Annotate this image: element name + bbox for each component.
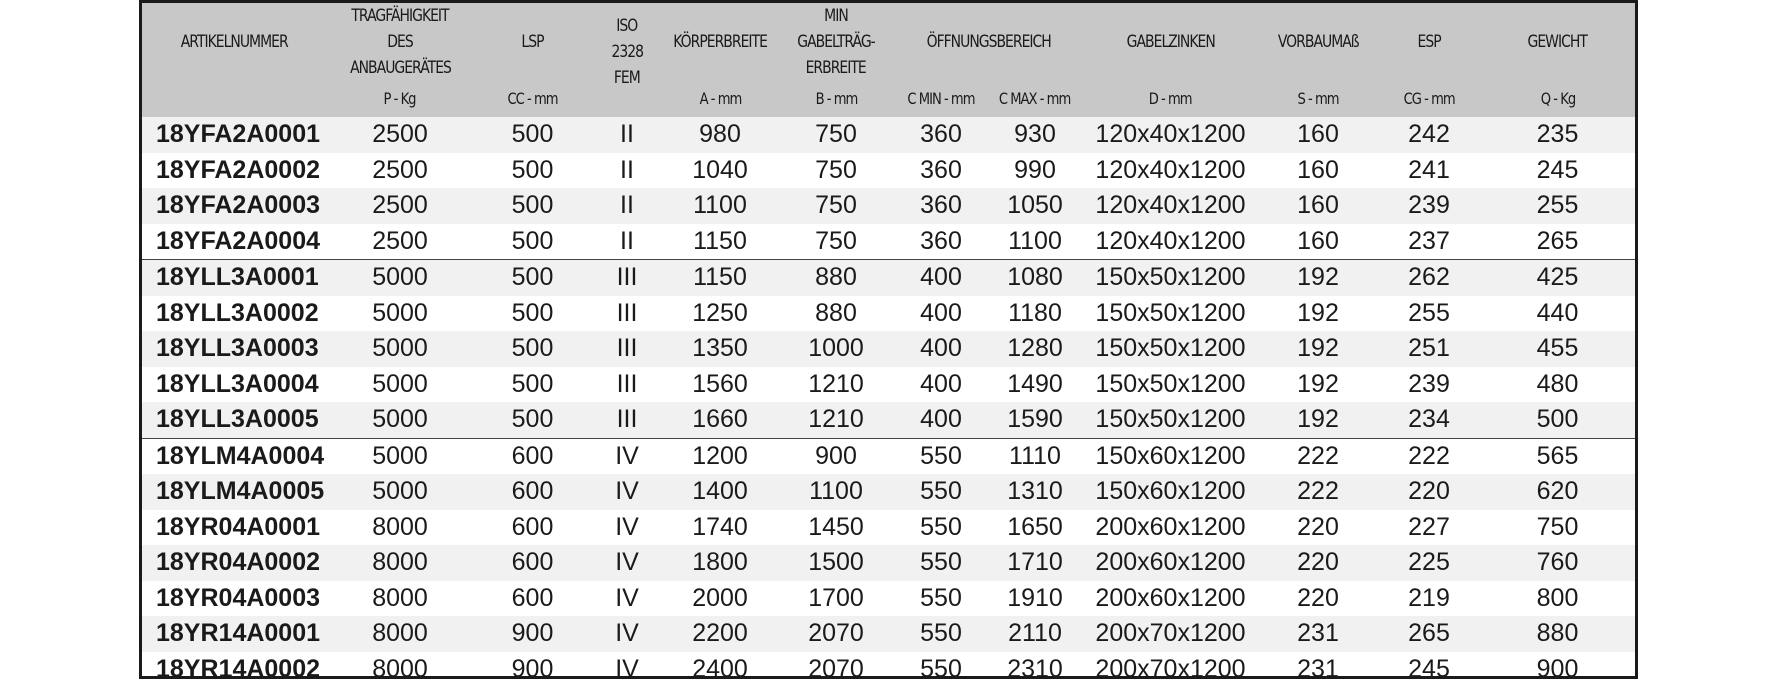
header-iso-line3: FEM (614, 68, 640, 88)
cell-gabelzinken: 150x50x1200 (1083, 367, 1258, 403)
cell-gewicht: 480 (1480, 367, 1635, 403)
cell-gabeltraeger: 1100 (777, 474, 895, 510)
cell-iso: III (591, 260, 663, 296)
cell-gabeltraeger: 900 (777, 438, 895, 474)
cell-koerperbreite: 1400 (663, 474, 777, 510)
table-row (142, 188, 1635, 224)
cell-cmin: 550 (895, 652, 987, 680)
cell-esp: 219 (1378, 581, 1480, 617)
header-row-units (142, 81, 1635, 117)
cell-gabelzinken: 150x60x1200 (1083, 438, 1258, 474)
cell-cmax: 1310 (987, 474, 1083, 510)
cell-lsp: 500 (474, 188, 591, 224)
unit-vorbaumass: S - mm (1258, 81, 1378, 117)
cell-gabelzinken: 150x50x1200 (1083, 296, 1258, 332)
cell-tragfaehigkeit: 2500 (326, 117, 474, 153)
cell-koerperbreite: 1040 (663, 153, 777, 189)
cell-iso: IV (591, 474, 663, 510)
cell-tragfaehigkeit: 5000 (326, 367, 474, 403)
cell-artikelnummer: 18YFA2A0003 (142, 188, 326, 224)
cell-koerperbreite: 1740 (663, 510, 777, 546)
header-iso-line1: ISO (616, 16, 638, 36)
cell-vorbaumass: 192 (1258, 402, 1378, 438)
cell-cmin: 400 (895, 296, 987, 332)
cell-cmin: 550 (895, 510, 987, 546)
cell-esp: 239 (1378, 188, 1480, 224)
cell-artikelnummer: 18YR14A0001 (142, 616, 326, 652)
cell-koerperbreite: 1350 (663, 331, 777, 367)
cell-cmax: 1050 (987, 188, 1083, 224)
table-row (142, 652, 1635, 680)
cell-gabelzinken: 120x40x1200 (1083, 224, 1258, 260)
cell-esp: 255 (1378, 296, 1480, 332)
cell-lsp: 900 (474, 616, 591, 652)
cell-cmin: 400 (895, 402, 987, 438)
header-koerperbreite: KÖRPERBREITE (663, 3, 777, 81)
cell-cmax: 1650 (987, 510, 1083, 546)
cell-gabeltraeger: 2070 (777, 652, 895, 680)
cell-iso: IV (591, 545, 663, 581)
cell-gewicht: 900 (1480, 652, 1635, 680)
cell-artikelnummer: 18YLL3A0004 (142, 367, 326, 403)
cell-cmax: 1590 (987, 402, 1083, 438)
cell-cmin: 550 (895, 438, 987, 474)
cell-gewicht: 565 (1480, 438, 1635, 474)
cell-vorbaumass: 220 (1258, 545, 1378, 581)
table-body (142, 117, 1635, 679)
cell-lsp: 500 (474, 331, 591, 367)
cell-iso: IV (591, 616, 663, 652)
cell-cmax: 1490 (987, 367, 1083, 403)
cell-artikelnummer: 18YLM4A0004 (142, 438, 326, 474)
cell-lsp: 900 (474, 652, 591, 680)
cell-gewicht: 255 (1480, 188, 1635, 224)
cell-iso: III (591, 331, 663, 367)
cell-esp: 225 (1378, 545, 1480, 581)
cell-artikelnummer: 18YR04A0003 (142, 581, 326, 617)
cell-artikelnummer: 18YLL3A0002 (142, 296, 326, 332)
cell-tragfaehigkeit: 5000 (326, 296, 474, 332)
cell-gabelzinken: 200x60x1200 (1083, 545, 1258, 581)
cell-artikelnummer: 18YFA2A0001 (142, 117, 326, 153)
cell-cmin: 550 (895, 581, 987, 617)
header-row-labels (142, 3, 1635, 81)
cell-cmax: 1180 (987, 296, 1083, 332)
cell-esp: 245 (1378, 652, 1480, 680)
table-row (142, 581, 1635, 617)
cell-lsp: 600 (474, 581, 591, 617)
cell-artikelnummer: 18YFA2A0004 (142, 224, 326, 260)
cell-tragfaehigkeit: 8000 (326, 652, 474, 680)
cell-gewicht: 235 (1480, 117, 1635, 153)
cell-vorbaumass: 222 (1258, 474, 1378, 510)
cell-vorbaumass: 160 (1258, 224, 1378, 260)
cell-artikelnummer: 18YLL3A0001 (142, 260, 326, 296)
cell-iso: IV (591, 581, 663, 617)
cell-lsp: 600 (474, 474, 591, 510)
cell-koerperbreite: 2400 (663, 652, 777, 680)
cell-gabeltraeger: 1450 (777, 510, 895, 546)
cell-koerperbreite: 1100 (663, 188, 777, 224)
cell-gabelzinken: 120x40x1200 (1083, 117, 1258, 153)
cell-gabelzinken: 150x50x1200 (1083, 331, 1258, 367)
cell-artikelnummer: 18YR04A0001 (142, 510, 326, 546)
cell-vorbaumass: 220 (1258, 510, 1378, 546)
cell-cmax: 1110 (987, 438, 1083, 474)
cell-gabeltraeger: 880 (777, 260, 895, 296)
cell-vorbaumass: 160 (1258, 188, 1378, 224)
table-row (142, 296, 1635, 332)
cell-esp: 222 (1378, 438, 1480, 474)
cell-artikelnummer: 18YR14A0002 (142, 652, 326, 680)
cell-esp: 262 (1378, 260, 1480, 296)
cell-gabeltraeger: 750 (777, 117, 895, 153)
header-gabelzinken: GABELZINKEN (1083, 3, 1258, 81)
cell-gabeltraeger: 1500 (777, 545, 895, 581)
cell-esp: 234 (1378, 402, 1480, 438)
cell-iso: II (591, 117, 663, 153)
cell-gewicht: 455 (1480, 331, 1635, 367)
cell-cmax: 1710 (987, 545, 1083, 581)
cell-lsp: 500 (474, 367, 591, 403)
cell-gabelzinken: 200x70x1200 (1083, 616, 1258, 652)
cell-gabeltraeger: 880 (777, 296, 895, 332)
cell-vorbaumass: 222 (1258, 438, 1378, 474)
spec-table (142, 3, 1635, 679)
cell-vorbaumass: 231 (1258, 616, 1378, 652)
cell-koerperbreite: 1660 (663, 402, 777, 438)
cell-cmin: 550 (895, 545, 987, 581)
cell-tragfaehigkeit: 2500 (326, 224, 474, 260)
cell-gewicht: 750 (1480, 510, 1635, 546)
cell-esp: 241 (1378, 153, 1480, 189)
cell-artikelnummer: 18YLL3A0005 (142, 402, 326, 438)
header-iso-line2: 2328 (611, 42, 643, 62)
cell-tragfaehigkeit: 5000 (326, 260, 474, 296)
cell-gabelzinken: 150x50x1200 (1083, 402, 1258, 438)
cell-tragfaehigkeit: 2500 (326, 188, 474, 224)
cell-artikelnummer: 18YLL3A0003 (142, 331, 326, 367)
cell-cmax: 990 (987, 153, 1083, 189)
cell-cmax: 1280 (987, 331, 1083, 367)
cell-tragfaehigkeit: 2500 (326, 153, 474, 189)
unit-gewicht: Q - Kg (1480, 81, 1635, 117)
cell-koerperbreite: 2000 (663, 581, 777, 617)
cell-gabelzinken: 150x60x1200 (1083, 474, 1258, 510)
header-gewicht: GEWICHT (1480, 3, 1635, 81)
cell-lsp: 500 (474, 402, 591, 438)
cell-cmin: 550 (895, 474, 987, 510)
cell-tragfaehigkeit: 8000 (326, 581, 474, 617)
cell-iso: IV (591, 438, 663, 474)
cell-gewicht: 440 (1480, 296, 1635, 332)
header-tragfaehigkeit (326, 3, 474, 81)
cell-iso: II (591, 153, 663, 189)
cell-vorbaumass: 220 (1258, 581, 1378, 617)
cell-gabeltraeger: 750 (777, 153, 895, 189)
cell-cmax: 930 (987, 117, 1083, 153)
table-row (142, 545, 1635, 581)
cell-esp: 237 (1378, 224, 1480, 260)
cell-iso: IV (591, 652, 663, 680)
cell-lsp: 500 (474, 153, 591, 189)
cell-lsp: 500 (474, 260, 591, 296)
cell-koerperbreite: 1800 (663, 545, 777, 581)
cell-gabelzinken: 200x60x1200 (1083, 510, 1258, 546)
cell-gabelzinken: 150x50x1200 (1083, 260, 1258, 296)
cell-cmax: 2310 (987, 652, 1083, 680)
cell-lsp: 600 (474, 510, 591, 546)
cell-cmin: 360 (895, 224, 987, 260)
table-row (142, 260, 1635, 296)
cell-cmax: 1080 (987, 260, 1083, 296)
cell-cmin: 550 (895, 616, 987, 652)
cell-vorbaumass: 231 (1258, 652, 1378, 680)
header-esp: ESP (1378, 3, 1480, 81)
cell-koerperbreite: 1250 (663, 296, 777, 332)
cell-vorbaumass: 192 (1258, 331, 1378, 367)
table-row (142, 438, 1635, 474)
cell-lsp: 500 (474, 117, 591, 153)
cell-gabelzinken: 120x40x1200 (1083, 153, 1258, 189)
cell-tragfaehigkeit: 5000 (326, 474, 474, 510)
cell-koerperbreite: 1150 (663, 260, 777, 296)
cell-esp: 239 (1378, 367, 1480, 403)
cell-iso: III (591, 402, 663, 438)
cell-gabelzinken: 200x70x1200 (1083, 652, 1258, 680)
cell-gewicht: 800 (1480, 581, 1635, 617)
cell-cmax: 1910 (987, 581, 1083, 617)
table-row (142, 474, 1635, 510)
table-row (142, 153, 1635, 189)
unit-koerperbreite: A - mm (663, 81, 777, 117)
cell-esp: 242 (1378, 117, 1480, 153)
cell-lsp: 500 (474, 224, 591, 260)
cell-gabeltraeger: 750 (777, 224, 895, 260)
cell-vorbaumass: 192 (1258, 260, 1378, 296)
table-row (142, 402, 1635, 438)
table-row (142, 331, 1635, 367)
cell-gabelzinken: 120x40x1200 (1083, 188, 1258, 224)
cell-tragfaehigkeit: 8000 (326, 545, 474, 581)
header-iso (591, 3, 663, 117)
cell-gewicht: 265 (1480, 224, 1635, 260)
cell-tragfaehigkeit: 5000 (326, 438, 474, 474)
header-tragfaehigkeit-line1: TRAGFÄHIGKEIT DES (351, 6, 449, 52)
cell-iso: III (591, 296, 663, 332)
cell-cmin: 400 (895, 367, 987, 403)
cell-iso: II (591, 224, 663, 260)
cell-tragfaehigkeit: 8000 (326, 510, 474, 546)
cell-koerperbreite: 1150 (663, 224, 777, 260)
cell-esp: 220 (1378, 474, 1480, 510)
spec-table-frame (139, 0, 1638, 679)
cell-vorbaumass: 192 (1258, 367, 1378, 403)
cell-koerperbreite: 2200 (663, 616, 777, 652)
cell-iso: IV (591, 510, 663, 546)
cell-gewicht: 500 (1480, 402, 1635, 438)
unit-gabelzinken: D - mm (1083, 81, 1258, 117)
header-tragfaehigkeit-line2: ANBAUGERÄTES (349, 58, 451, 78)
cell-esp: 265 (1378, 616, 1480, 652)
cell-cmin: 360 (895, 188, 987, 224)
cell-cmax: 2110 (987, 616, 1083, 652)
cell-cmin: 400 (895, 260, 987, 296)
cell-gewicht: 620 (1480, 474, 1635, 510)
cell-artikelnummer: 18YR04A0002 (142, 545, 326, 581)
cell-esp: 227 (1378, 510, 1480, 546)
cell-lsp: 600 (474, 438, 591, 474)
cell-artikelnummer: 18YLM4A0005 (142, 474, 326, 510)
header-oeffnungsbereich: ÖFFNUNGSBEREICH (895, 3, 1083, 81)
table-row (142, 616, 1635, 652)
header-gabeltraeger-line2: ERBREITE (805, 58, 867, 78)
cell-vorbaumass: 192 (1258, 296, 1378, 332)
cell-lsp: 600 (474, 545, 591, 581)
header-lsp: LSP (474, 3, 591, 81)
cell-tragfaehigkeit: 5000 (326, 402, 474, 438)
cell-cmin: 400 (895, 331, 987, 367)
cell-gabeltraeger: 750 (777, 188, 895, 224)
header-gabeltraeger (777, 3, 895, 81)
cell-iso: II (591, 188, 663, 224)
unit-cmax: C MAX - mm (987, 81, 1083, 117)
table-row (142, 224, 1635, 260)
unit-tragfaehigkeit: P - Kg (326, 81, 474, 117)
cell-gewicht: 425 (1480, 260, 1635, 296)
cell-vorbaumass: 160 (1258, 153, 1378, 189)
table-row (142, 367, 1635, 403)
cell-iso: III (591, 367, 663, 403)
unit-gabeltraeger: B - mm (777, 81, 895, 117)
cell-vorbaumass: 160 (1258, 117, 1378, 153)
cell-cmin: 360 (895, 153, 987, 189)
cell-artikelnummer: 18YFA2A0002 (142, 153, 326, 189)
cell-gabeltraeger: 1700 (777, 581, 895, 617)
cell-tragfaehigkeit: 5000 (326, 331, 474, 367)
unit-esp: CG - mm (1378, 81, 1480, 117)
cell-lsp: 500 (474, 296, 591, 332)
cell-gewicht: 245 (1480, 153, 1635, 189)
cell-koerperbreite: 980 (663, 117, 777, 153)
unit-artikelnummer (142, 81, 326, 117)
cell-cmax: 1100 (987, 224, 1083, 260)
header-vorbaumass: VORBAUMAß (1258, 3, 1378, 81)
cell-gabeltraeger: 1000 (777, 331, 895, 367)
cell-gabeltraeger: 1210 (777, 402, 895, 438)
cell-cmin: 360 (895, 117, 987, 153)
cell-gabeltraeger: 1210 (777, 367, 895, 403)
table-row (142, 510, 1635, 546)
unit-lsp: CC - mm (474, 81, 591, 117)
cell-tragfaehigkeit: 8000 (326, 616, 474, 652)
cell-gewicht: 760 (1480, 545, 1635, 581)
cell-esp: 251 (1378, 331, 1480, 367)
cell-koerperbreite: 1200 (663, 438, 777, 474)
cell-koerperbreite: 1560 (663, 367, 777, 403)
header-artikelnummer: ARTIKELNUMMER (142, 3, 326, 81)
table-row (142, 117, 1635, 153)
unit-cmin: C MIN - mm (895, 81, 987, 117)
cell-gabelzinken: 200x60x1200 (1083, 581, 1258, 617)
cell-gabeltraeger: 2070 (777, 616, 895, 652)
cell-gewicht: 880 (1480, 616, 1635, 652)
header-gabeltraeger-line1: MIN GABELTRÄG- (797, 6, 875, 52)
